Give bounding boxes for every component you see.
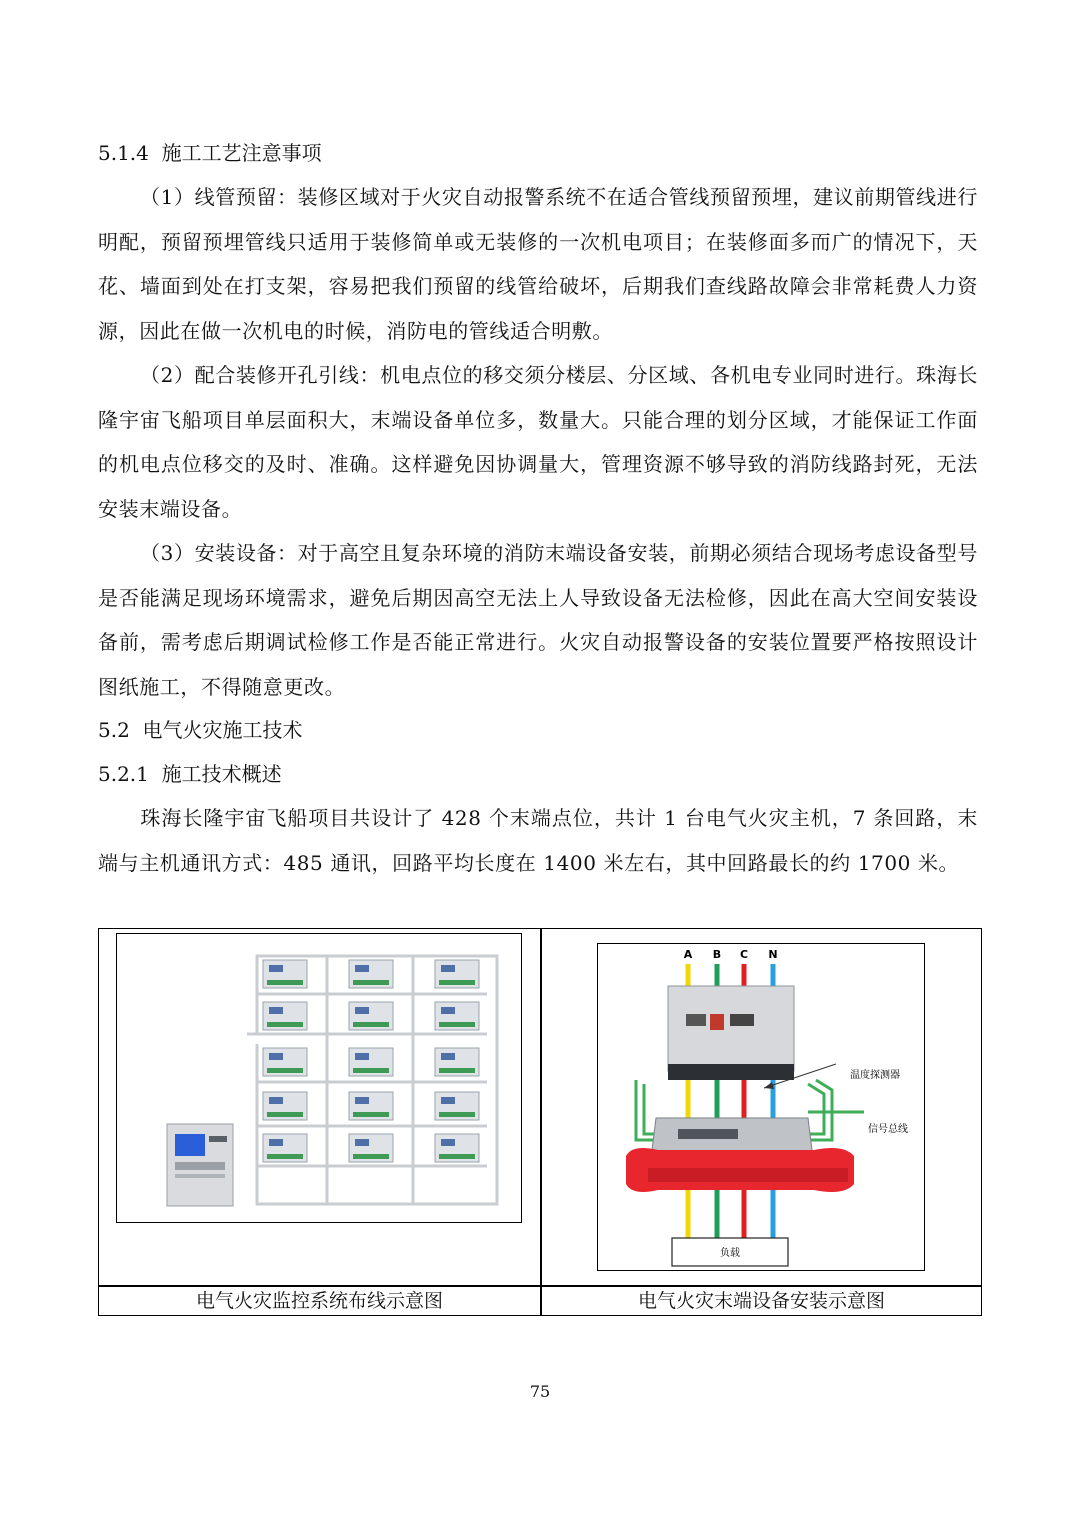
load-label: 负载 bbox=[720, 1248, 740, 1259]
paragraph-text: 珠海长隆宇宙飞船项目共设计了 428 个末端点位，共计 1 台电气火灾主机，7 条回路，末端与主机通讯方式：485 通讯，回路平均长度在 1400 米左右，其中回路最长的约 1700 米。 bbox=[98, 806, 978, 875]
terminal-module bbox=[435, 1002, 479, 1030]
section-number: 5.2.1 bbox=[98, 762, 149, 786]
section-title: 施工技术概述 bbox=[161, 762, 282, 786]
terminal-module bbox=[263, 1134, 307, 1162]
paragraph-overview bbox=[98, 796, 978, 885]
phase-n-label: N bbox=[768, 948, 778, 961]
installation-diagram-figure bbox=[597, 943, 925, 1271]
figure-table bbox=[98, 928, 982, 1316]
temp-probe-label: 温度探测器 bbox=[850, 1070, 900, 1081]
terminal-module bbox=[263, 1048, 307, 1076]
phase-a-label: A bbox=[683, 948, 693, 961]
section-heading-5-1-4 bbox=[98, 141, 322, 165]
paragraph-2 bbox=[98, 353, 978, 531]
terminal-module bbox=[349, 1048, 393, 1076]
terminal-module bbox=[263, 1092, 307, 1120]
wiring-diagram bbox=[117, 934, 520, 1221]
terminal-module bbox=[263, 960, 307, 988]
paragraph-3 bbox=[98, 531, 978, 709]
paragraph-text: （1）线管预留：装修区域对于火灾自动报警系统不在适合管线预留预埋，建议前期管线进行明配，预留预埋管线只适用于装修简单或无装修的一次机电项目；在装修面多而广的情况下，天花、墙面到处在打支架，容易把我们预留的线管给破坏，后期我们查线路故障会非常耗费人力资源，因此在做一次机电的时候，消防电的管线适合明敷。 bbox=[98, 185, 978, 343]
wiring-diagram-figure bbox=[116, 933, 522, 1223]
section-heading-5-2-1 bbox=[98, 762, 282, 786]
terminal-module bbox=[435, 1048, 479, 1076]
terminal-module bbox=[263, 1002, 307, 1030]
signal-bus-label: 信号总线 bbox=[868, 1124, 908, 1135]
paragraph-1 bbox=[98, 175, 978, 353]
section-number: 5.2 bbox=[98, 718, 130, 742]
section-title: 电气火灾施工技术 bbox=[142, 718, 303, 742]
terminal-module bbox=[349, 960, 393, 988]
table-divider bbox=[540, 929, 542, 1315]
terminal-module bbox=[435, 1134, 479, 1162]
page-number: 75 bbox=[529, 1382, 551, 1401]
paragraph-text: （2）配合装修开孔引线：机电点位的移交须分楼层、分区域、各机电专业同时进行。珠海长隆宇宙飞船项目单层面积大，末端设备单位多，数量大。只能合理的划分区域，才能保证工作面的机电点位移交的及时、准确。这样避免因协调量大，管理资源不够导致的消防线路封死，无法安装末端设备。 bbox=[98, 363, 978, 521]
terminal-module bbox=[435, 1092, 479, 1120]
terminal-module bbox=[349, 1092, 393, 1120]
section-title: 施工工艺注意事项 bbox=[161, 141, 322, 165]
paragraph-text: （3）安装设备：对于高空且复杂环境的消防末端设备安装，前期必须结合现场考虑设备型号是否能满足现场环境需求，避免后期因高空无法上人导致设备无法检修，因此在高大空间安装设备前，需考虑后期调试检修工作是否能正常进行。火灾自动报警设备的安装位置要严格按照设计图纸施工，不得随意更改。 bbox=[98, 541, 978, 699]
terminal-module bbox=[349, 1134, 393, 1162]
installation-diagram bbox=[598, 944, 923, 1269]
phase-b-label: B bbox=[712, 948, 722, 961]
section-number: 5.1.4 bbox=[98, 141, 149, 165]
section-heading-5-2 bbox=[98, 718, 303, 742]
figure-caption-right: 电气火灾末端设备安装示意图 bbox=[637, 1290, 885, 1312]
figure-caption-left: 电气火灾监控系统布线示意图 bbox=[195, 1290, 443, 1312]
terminal-module bbox=[349, 1002, 393, 1030]
terminal-module bbox=[435, 960, 479, 988]
phase-c-label: C bbox=[739, 948, 749, 961]
